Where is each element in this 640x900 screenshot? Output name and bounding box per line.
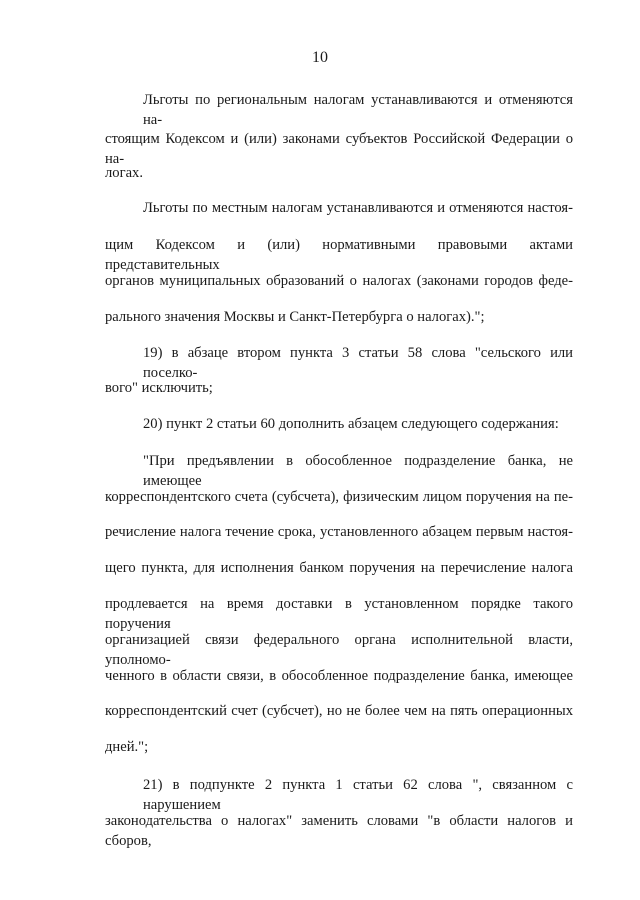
text-line: Льготы по местным налогам устанавливаются и отменяются настоя- <box>143 200 573 216</box>
page-number: 10 <box>312 49 328 66</box>
text-line: вого" исключить; <box>105 380 213 396</box>
text-line: корреспондентский счет (субсчет), но не более чем на пять операционных <box>105 703 573 719</box>
text-line: логах. <box>105 165 143 181</box>
text-line: стоящим Кодексом и (или) законами субъектов Российской Федерации о на- <box>105 131 573 167</box>
text-line: речисление налога течение срока, установленного абзацем первым настоя- <box>105 524 573 540</box>
text-line: ченного в области связи, в обособленное подразделение банка, имеющее <box>105 668 573 684</box>
text-line: "При предъявлении в обособленное подразделение банка, не имеющее <box>143 453 573 489</box>
text-line: 19) в абзаце втором пункта 3 статьи 58 слова "сельского или поселко- <box>143 345 573 381</box>
text-line: дней."; <box>105 739 149 755</box>
text-line: рального значения Москвы и Санкт-Петербурга о налогах)."; <box>105 309 485 325</box>
text-line: щего пункта, для исполнения банком поручения на перечисление налога <box>105 560 573 576</box>
text-line: 21) в подпункте 2 пункта 1 статьи 62 слова ", связанном с нарушением <box>143 777 573 813</box>
text-line: законодательства о налогах" заменить словами "в области налогов и сборов, <box>105 813 573 849</box>
text-line: органов муниципальных образований о налогах (законами городов феде- <box>105 273 573 289</box>
text-line: корреспондентского счета (субсчета), физическим лицом поручения на пе- <box>105 489 573 505</box>
text-line: организацией связи федерального органа исполнительной власти, уполномо- <box>105 632 573 668</box>
text-line: Льготы по региональным налогам устанавливаются и отменяются на- <box>143 92 573 128</box>
text-line: 20) пункт 2 статьи 60 дополнить абзацем следующего содержания: <box>143 416 559 432</box>
text-line: щим Кодексом и (или) нормативными правовыми актами представительных <box>105 237 573 273</box>
text-line: продлевается на время доставки в установленном порядке такого поручения <box>105 596 573 632</box>
